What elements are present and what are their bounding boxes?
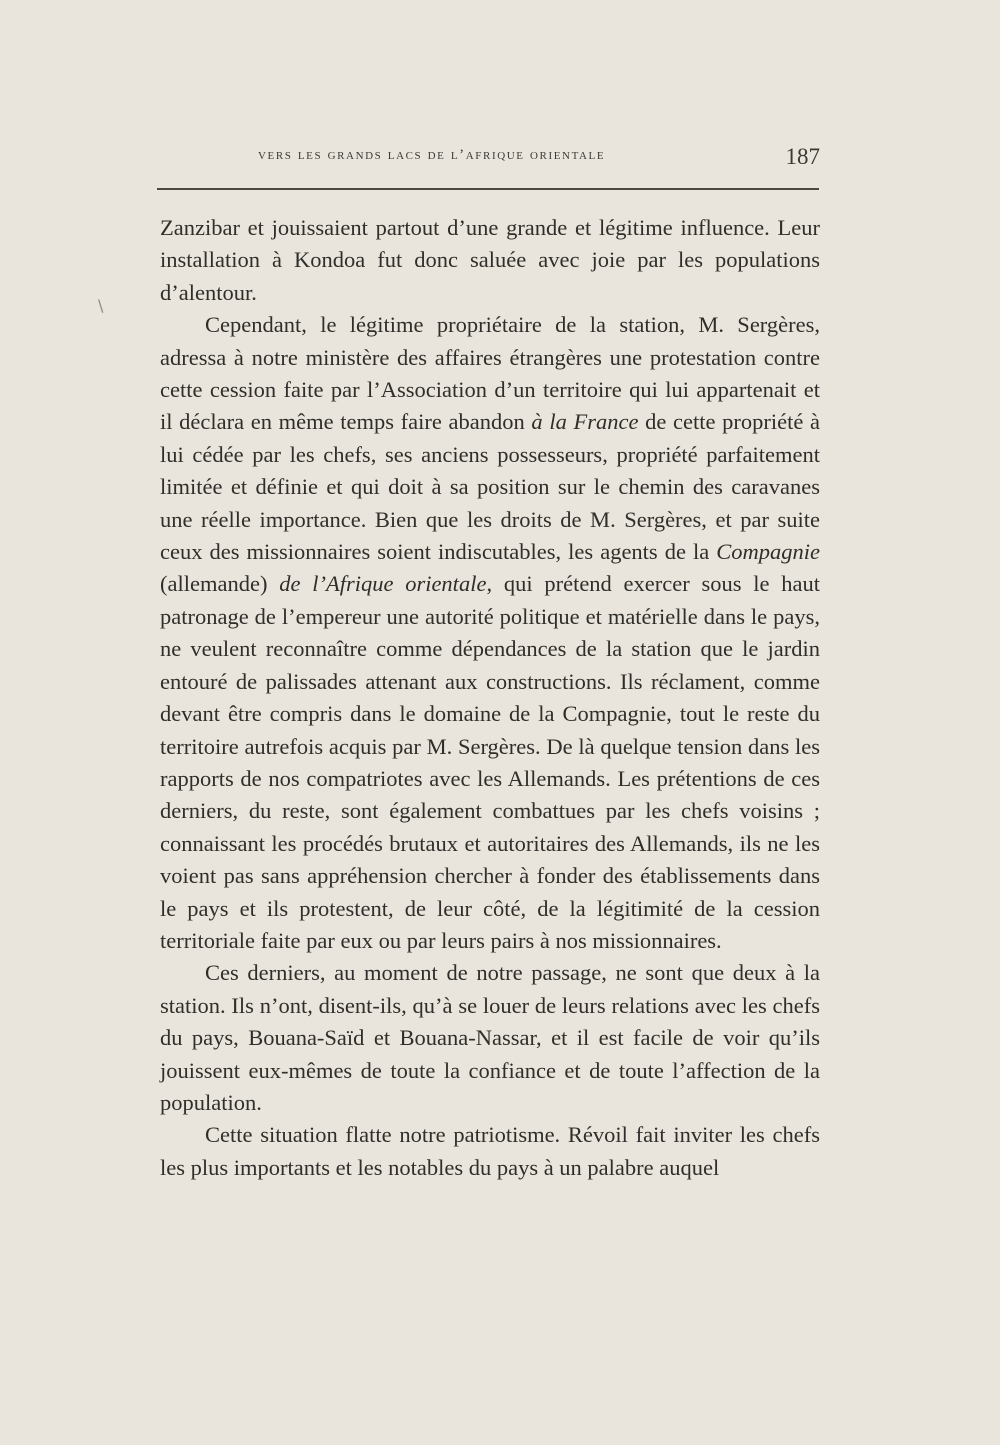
paragraph-text: de cette propriété à lui cédée par les chefs, ses anciens possesseurs, propriété parfaitement limitée et définie et qui doit à sa position sur le chemin des caravanes une réelle importance. Bien que les droits de M. Sergères, et par suite ceux des missionnaires soient indiscutables, les agents de la	[160, 409, 820, 565]
paragraph-4	[160, 1119, 820, 1184]
paragraph-1	[160, 212, 820, 309]
running-title: vers les grands lacs de l’afrique orientale	[258, 147, 606, 163]
paragraph-text: , qui prétend exercer sous le haut patronage de l’empereur une autorité politique et matérielle dans le pays, ne veulent reconnaître comme dépendances de la station que le jardin entouré de palissades attenant aux constructions. Ils réclament, comme devant être compris dans le domaine de la Compagnie, tout le reste du territoire autrefois acquis par M. Sergères. De là quelque tension dans les rapports de nos compatriotes avec les Allemands. Les prétentions de ces derniers, du reste, sont également combattues par les chefs voisins ; connaissant les procédés brutaux et autoritaires des Allemands, ils ne les voient pas sans appréhension chercher à fonder des établissements dans le pays et ils protestent, de leur côté, de la légitimité de la cession territoriale faite par eux ou par leurs pairs à nos missionnaires.	[160, 571, 821, 953]
paragraph-text: (allemande)	[160, 571, 280, 597]
paragraph-text: Zanzibar et jouissaient partout d’une grande et légitime influence. Leur installation à Kondoa fut donc saluée avec joie par les populations d’alentour.	[160, 215, 820, 305]
page-number: 187	[785, 144, 820, 169]
paragraph-text: Cette situation flatte notre patriotisme. Révoil fait inviter les chefs les plus importants et les notables du pays à un palabre auquel	[160, 1122, 820, 1180]
italic-phrase-afrique-orientale: de l’Afrique orientale	[279, 571, 487, 597]
body-text	[160, 212, 820, 1184]
paragraph-3	[160, 957, 820, 1119]
paragraph-text: Cependant, le légitime propriétaire de la station, M. Sergères, adressa à notre ministère des affaires étrangères une protestation contre cette cession faite par l’Association d’un territoire qui lui appartenait et il déclara en même temps faire abandon	[160, 312, 820, 435]
header-rule	[157, 188, 819, 190]
italic-phrase-la-france: à la France	[531, 409, 639, 435]
italic-word-compagnie: Compagnie	[716, 539, 820, 565]
running-head	[160, 144, 820, 174]
paragraph-text: Ces derniers, au moment de notre passage, ne sont que deux à la station. Ils n’ont, disent-ils, qu’à se louer de leurs relations avec les chefs du pays, Bouana-Saïd et Bouana-Nassar, et il est facile de voir qu’ils jouissent eux-mêmes de toute la confiance et de toute l’affection de la population.	[160, 960, 820, 1115]
margin-speck: \	[98, 296, 104, 315]
paragraph-2	[160, 309, 820, 957]
